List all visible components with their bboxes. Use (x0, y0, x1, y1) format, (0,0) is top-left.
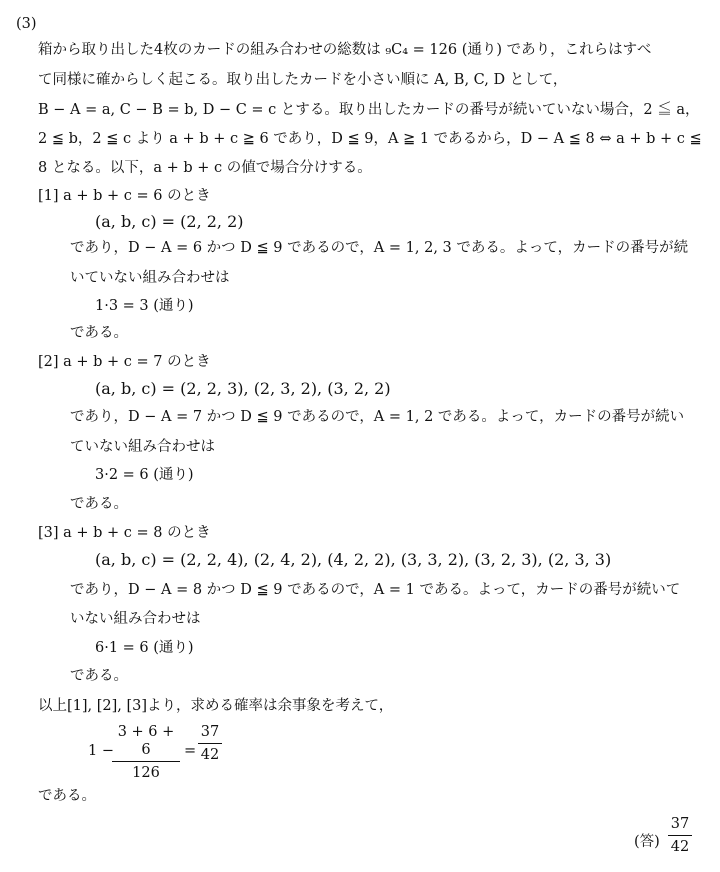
case-tuple: (a, b, c) = (2, 2, 2) (95, 212, 244, 231)
case-heading: [3] a + b + c = 8 のとき (38, 525, 211, 541)
case-calc: 3·2 = 6 (通り) (95, 467, 194, 483)
fraction-denominator: 42 (670, 839, 690, 855)
problem-label: (3) (16, 16, 37, 32)
closing-line: である。 (38, 788, 96, 804)
case-reason: いていない組み合わせは (70, 270, 230, 286)
case-reason: いない組み合わせは (70, 611, 201, 627)
answer-fraction (668, 815, 692, 856)
fraction-bar (198, 743, 222, 744)
case-end: である。 (70, 325, 128, 341)
fraction-bar (112, 761, 180, 762)
case-tuple: (a, b, c) = (2, 2, 4), (2, 4, 2), (4, 2, 2), (3, 3, 2), (3, 2, 3), (2, 3, 3) (95, 550, 612, 569)
case-reason: であり，D − A = 7 かつ D ≦ 9 であるので，A = 1, 2 である。よって，カードの番号が続い (70, 409, 685, 425)
intro-line: 8 となる。以下，a + b + c の値で場合分けする。 (38, 160, 372, 176)
intro-line: て同様に確からしく起こる。取り出したカードを小さい順に A, B, C, D として， (38, 72, 568, 88)
intro-line: 箱から取り出した4枚のカードの組み合わせの総数は ₉C₄ = 126 (通り) であり，これらはすべ (38, 42, 652, 58)
intro-line: 2 ≦ b，2 ≦ c より a + b + c ≧ 6 であり，D ≦ 9，A ≧ 1 であるから，D − A ≦ 8 ⇔ a + b + c ≦ (38, 131, 702, 147)
result-fraction (198, 723, 222, 764)
answer-label: (答) (634, 834, 660, 850)
intro-line: B − A = a, C − B = b, D − C = c とする。取り出したカードの番号が続いていない場合，2 ≦ a， (38, 102, 700, 118)
conclusion-line: 以上[1], [2], [3]より，求める確率は余事象を考えて， (38, 698, 394, 714)
fraction-denominator: 42 (200, 747, 220, 763)
case-tuple: (a, b, c) = (2, 2, 3), (2, 3, 2), (3, 2, 2) (95, 379, 391, 398)
case-heading: [1] a + b + c = 6 のとき (38, 188, 211, 204)
fraction-numerator: 37 (200, 724, 220, 740)
final-expr-equals: = (184, 743, 197, 759)
case-calc: 6·1 = 6 (通り) (95, 640, 194, 656)
case-reason: ていない組み合わせは (70, 439, 215, 455)
case-reason: であり，D − A = 8 かつ D ≦ 9 であるので，A = 1 である。よって，カードの番号が続いて (70, 582, 681, 598)
case-reason: であり，D − A = 6 かつ D ≦ 9 であるので，A = 1, 2, 3 である。よって，カードの番号が続 (70, 240, 689, 256)
case-end: である。 (70, 668, 128, 684)
final-fraction (112, 723, 180, 782)
case-heading: [2] a + b + c = 7 のとき (38, 354, 211, 370)
fraction-numerator: 3 + 6 + 6 (117, 724, 175, 758)
fraction-denominator: 126 (132, 765, 160, 781)
fraction-numerator: 37 (670, 816, 690, 832)
fraction-bar (668, 835, 692, 836)
case-end: である。 (70, 496, 128, 512)
final-expr-prefix: 1 − (88, 743, 114, 759)
case-calc: 1·3 = 3 (通り) (95, 298, 194, 314)
